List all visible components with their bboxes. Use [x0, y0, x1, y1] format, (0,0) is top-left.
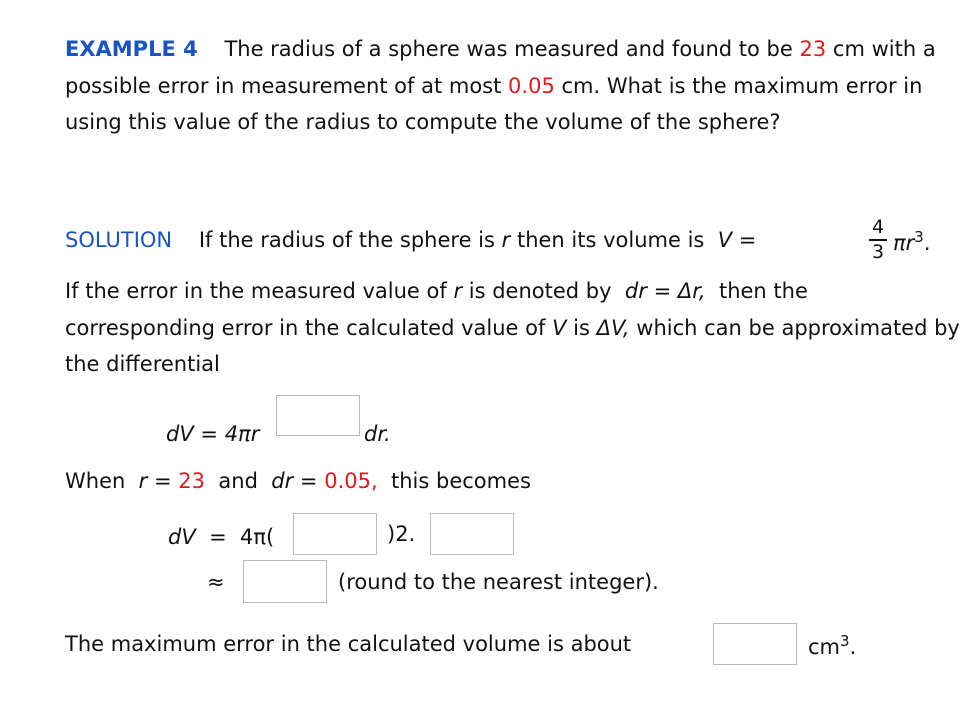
- delta-V: ΔV,: [596, 315, 630, 340]
- fraction-numerator: 4: [871, 216, 885, 238]
- when-tail: this becomes: [391, 469, 531, 493]
- max-error-answer-input[interactable]: [713, 623, 797, 665]
- eq1-equals: =: [200, 422, 218, 446]
- when-and: and: [218, 469, 258, 493]
- error-equals: =: [653, 279, 672, 303]
- eq2-four-pi-open: 4π(: [240, 525, 275, 549]
- unit-cm: cm: [808, 635, 841, 659]
- var-r-2: r: [453, 279, 463, 303]
- eq1-dr-wrap: [364, 422, 391, 446]
- eq1-dr: dr.: [364, 422, 391, 446]
- when-r-value: 23: [178, 469, 206, 493]
- error-text-a: If the error in the measured value of: [65, 279, 447, 303]
- solution-text-b: then its volume is: [516, 228, 705, 252]
- example-paragraph: [65, 31, 960, 141]
- when-dr-value: 0.05,: [324, 469, 378, 493]
- solution-text-a: If the radius of the sphere is: [198, 228, 495, 252]
- example-error-value: 0.05: [508, 73, 555, 98]
- error-text-c: then the corresponding error in the calculated value of: [65, 279, 808, 340]
- error-paragraph: [65, 273, 960, 383]
- example-radius-value: 23: [799, 37, 827, 61]
- eq2-dV: dV: [168, 525, 196, 549]
- final-unit: [808, 632, 856, 659]
- volume-formula-tail: [893, 228, 931, 255]
- example-text-2: cm with a possible error in measurement of at most: [65, 37, 936, 98]
- when-word: When: [65, 469, 126, 493]
- eq2-equals: =: [209, 525, 227, 549]
- example-text-1: The radius of a sphere was measured and found to be: [224, 37, 793, 61]
- var-V: V: [717, 228, 733, 252]
- when-r: r: [138, 469, 148, 493]
- final-period: .: [849, 635, 857, 659]
- when-equals-2: =: [299, 469, 318, 493]
- error-text-e: which can be approximated by the differential: [65, 315, 960, 376]
- eq2-line: [168, 525, 274, 549]
- example-label: EXAMPLE 4: [65, 37, 198, 61]
- approx-answer-input[interactable]: [243, 560, 327, 603]
- solution-label: SOLUTION: [65, 228, 173, 252]
- error-text-b: is denoted by: [468, 279, 612, 303]
- round-note: (round to the nearest integer).: [338, 570, 659, 594]
- final-text: The maximum error in the calculated volume is about: [65, 632, 632, 656]
- eq2-close-squared: )2.: [387, 522, 416, 546]
- radius-answer-input[interactable]: [293, 513, 377, 555]
- exponent-answer-input[interactable]: [276, 395, 360, 436]
- error-text-d: is: [573, 315, 590, 340]
- differential-equation: [166, 422, 259, 446]
- equals-sign: =: [738, 228, 757, 252]
- dr-answer-input[interactable]: [430, 513, 514, 555]
- formula-period: .: [923, 231, 931, 255]
- var-V-2: V: [552, 315, 567, 340]
- eq1-dV: dV: [166, 422, 194, 446]
- var-r: r: [501, 228, 511, 252]
- dr-symbol: dr: [624, 279, 647, 303]
- exponent-3: 3: [914, 228, 924, 246]
- when-dr: dr: [271, 469, 294, 493]
- solution-line: [65, 228, 756, 252]
- when-line: [65, 469, 531, 493]
- when-equals-1: =: [154, 469, 172, 493]
- pi-r-cubed: πr: [893, 231, 915, 255]
- delta-r: Δr,: [677, 279, 706, 303]
- unit-exponent: 3: [840, 632, 850, 650]
- approx-symbol: ≈: [207, 570, 225, 594]
- eq1-4pi-r: 4πr: [224, 422, 260, 446]
- fraction-denominator: 3: [871, 241, 885, 263]
- example-text-3: cm. What is the maximum error in using this value of the radius to compute the volume of the sphere?: [65, 73, 923, 134]
